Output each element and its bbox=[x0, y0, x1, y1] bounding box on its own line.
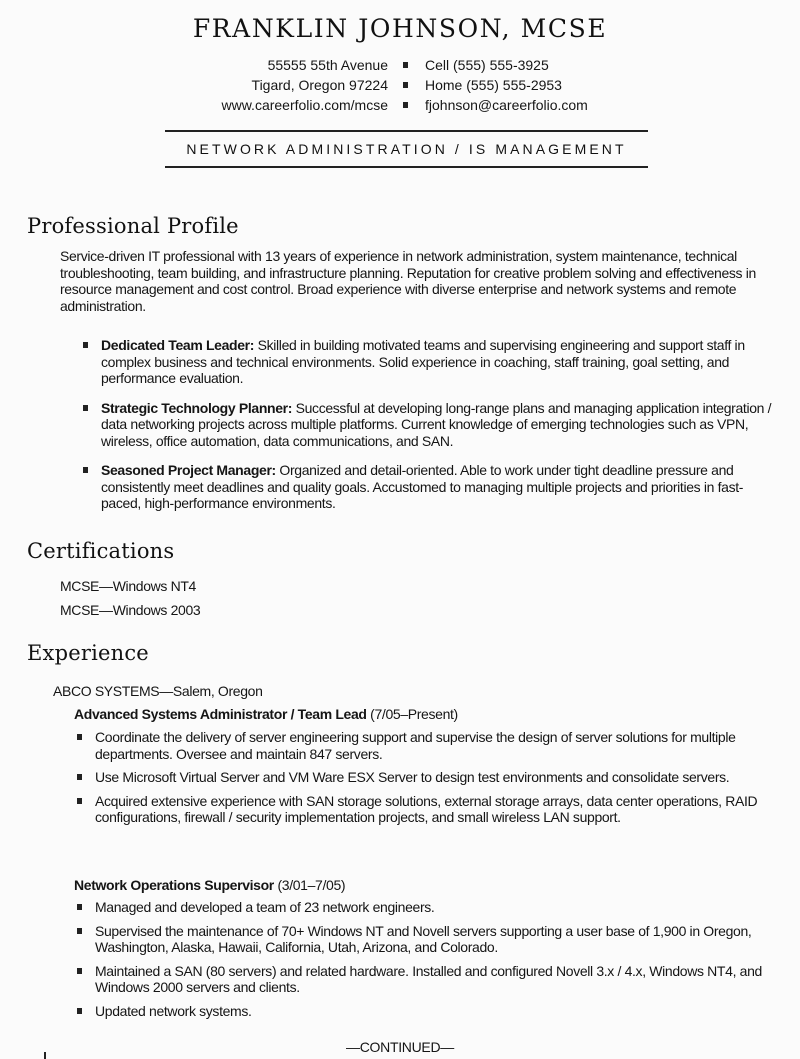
email-link[interactable]: fjohnson@careerfolio.com bbox=[425, 97, 588, 113]
bullet-text: Use Microsoft Virtual Server and VM Ware ESX Server to design test environments and consolidate servers. bbox=[95, 769, 730, 785]
role-bullet bbox=[95, 1003, 785, 1020]
square-bullet-icon bbox=[403, 62, 408, 68]
company-name: ABCO SYSTEMS—Salem, Oregon bbox=[53, 683, 263, 699]
square-bullet-icon bbox=[77, 734, 82, 740]
highlight-text: Organized and detail-oriented. Able to work under tight deadline pressure and consistently meet deadlines and quality goals. Accustomed to managing multiple projects and priorities in fast-paced, high-performance environments. bbox=[101, 462, 744, 511]
highlight-label: Strategic Technology Planner: bbox=[101, 399, 293, 416]
contact-block bbox=[0, 55, 800, 115]
page-edge-mark bbox=[44, 1052, 46, 1059]
square-bullet-icon bbox=[83, 342, 88, 348]
square-bullet-icon bbox=[77, 1008, 82, 1014]
role-dates: (3/01–7/05) bbox=[273, 877, 346, 893]
role-bullet bbox=[95, 963, 785, 996]
divider-top bbox=[165, 130, 648, 132]
certification-item: MCSE—Windows NT4 bbox=[60, 578, 196, 594]
role-bullet bbox=[95, 923, 785, 956]
role-title: Network Operations Supervisor bbox=[74, 877, 274, 893]
square-bullet-icon bbox=[403, 102, 408, 108]
bullet-text: Acquired extensive experience with SAN storage solutions, external storage arrays, data center operations, RAID configurations, firewall / security implementation projects, and small wireless LAN support. bbox=[95, 792, 758, 825]
highlight-item bbox=[101, 337, 781, 387]
divider-bottom bbox=[165, 166, 648, 168]
square-bullet-icon bbox=[403, 82, 408, 88]
role-heading bbox=[74, 706, 458, 722]
square-bullet-icon bbox=[83, 467, 88, 473]
website-link[interactable]: www.careerfolio.com/mcse bbox=[221, 97, 388, 113]
square-bullet-icon bbox=[83, 405, 88, 411]
square-bullet-icon bbox=[77, 798, 82, 804]
role-bullet bbox=[95, 793, 785, 826]
highlight-text: Skilled in building motivated teams and supervising engineering and support staff in complex business and technical environments. Solid experience in coaching, staff training, goal setting, and performance evaluation. bbox=[101, 337, 745, 386]
role-bullet bbox=[95, 729, 785, 762]
contact-row bbox=[0, 55, 800, 75]
continued-marker: —CONTINUED— bbox=[346, 1039, 454, 1055]
contact-row bbox=[0, 75, 800, 95]
section-title-certifications: Certifications bbox=[27, 539, 175, 563]
square-bullet-icon bbox=[77, 928, 82, 934]
certification-item: MCSE—Windows 2003 bbox=[60, 602, 201, 618]
highlight-label: Dedicated Team Leader: bbox=[101, 337, 255, 353]
highlight-label: Seasoned Project Manager: bbox=[101, 462, 276, 478]
home-phone: Home (555) 555-2953 bbox=[425, 77, 562, 93]
role-bullet bbox=[95, 769, 785, 786]
street-address: 55555 55th Avenue bbox=[267, 57, 388, 73]
square-bullet-icon bbox=[77, 904, 82, 910]
role-heading bbox=[74, 877, 345, 893]
role-dates: (7/05–Present) bbox=[366, 706, 458, 722]
bullet-text: Updated network systems. bbox=[95, 1002, 252, 1019]
professional-tagline: NETWORK ADMINISTRATION / IS MANAGEMENT bbox=[186, 141, 627, 157]
role-bullet bbox=[95, 899, 785, 916]
bullet-text: Coordinate the delivery of server engineering support and supervise the design of server solutions for multiple departments. Oversee and maintain 847 servers. bbox=[95, 729, 736, 762]
section-title-profile: Professional Profile bbox=[27, 214, 239, 238]
bullet-text: Supervised the maintenance of 70+ Windows NT and Novell servers supporting a user base of 1,900 in Oregon, Washington, Alaska, Hawaii, California, Utah, Arizona, and Colorado. bbox=[95, 922, 752, 955]
candidate-name: FRANKLIN JOHNSON, MCSE bbox=[192, 14, 608, 43]
bullet-text: Managed and developed a team of 23 network engineers. bbox=[95, 899, 435, 915]
square-bullet-icon bbox=[77, 968, 82, 974]
highlight-text: Successful at developing long-range plans and managing application integration / data networking projects across multiple platforms. Current knowledge of emerging technologies such as VPN, wireless, office automation, data communications, and SAN. bbox=[101, 399, 772, 449]
section-title-experience: Experience bbox=[27, 641, 149, 665]
role-title: Advanced Systems Administrator / Team Lead bbox=[74, 706, 367, 722]
profile-summary: Service-driven IT professional with 13 years of experience in network administration, system maintenance, technical troubleshooting, team building, and infrastructure planning. Reputation for creative problem solving and effectiveness in resource management and cost control. Broad experience with diverse enterprise and network systems and remote administration. bbox=[60, 248, 756, 314]
contact-row bbox=[0, 95, 800, 115]
highlight-item bbox=[101, 462, 781, 512]
bullet-text: Maintained a SAN (80 servers) and related hardware. Installed and configured Novell 3.x / 4.x, Windows NT4, and Windows 2000 servers and clients. bbox=[95, 962, 762, 995]
cell-phone: Cell (555) 555-3925 bbox=[425, 57, 549, 73]
square-bullet-icon bbox=[77, 774, 82, 780]
role-bullets bbox=[95, 729, 785, 833]
city-state-zip: Tigard, Oregon 97224 bbox=[251, 77, 388, 93]
highlight-item bbox=[101, 400, 781, 450]
profile-highlights bbox=[101, 337, 781, 525]
role-bullets bbox=[95, 899, 785, 1026]
